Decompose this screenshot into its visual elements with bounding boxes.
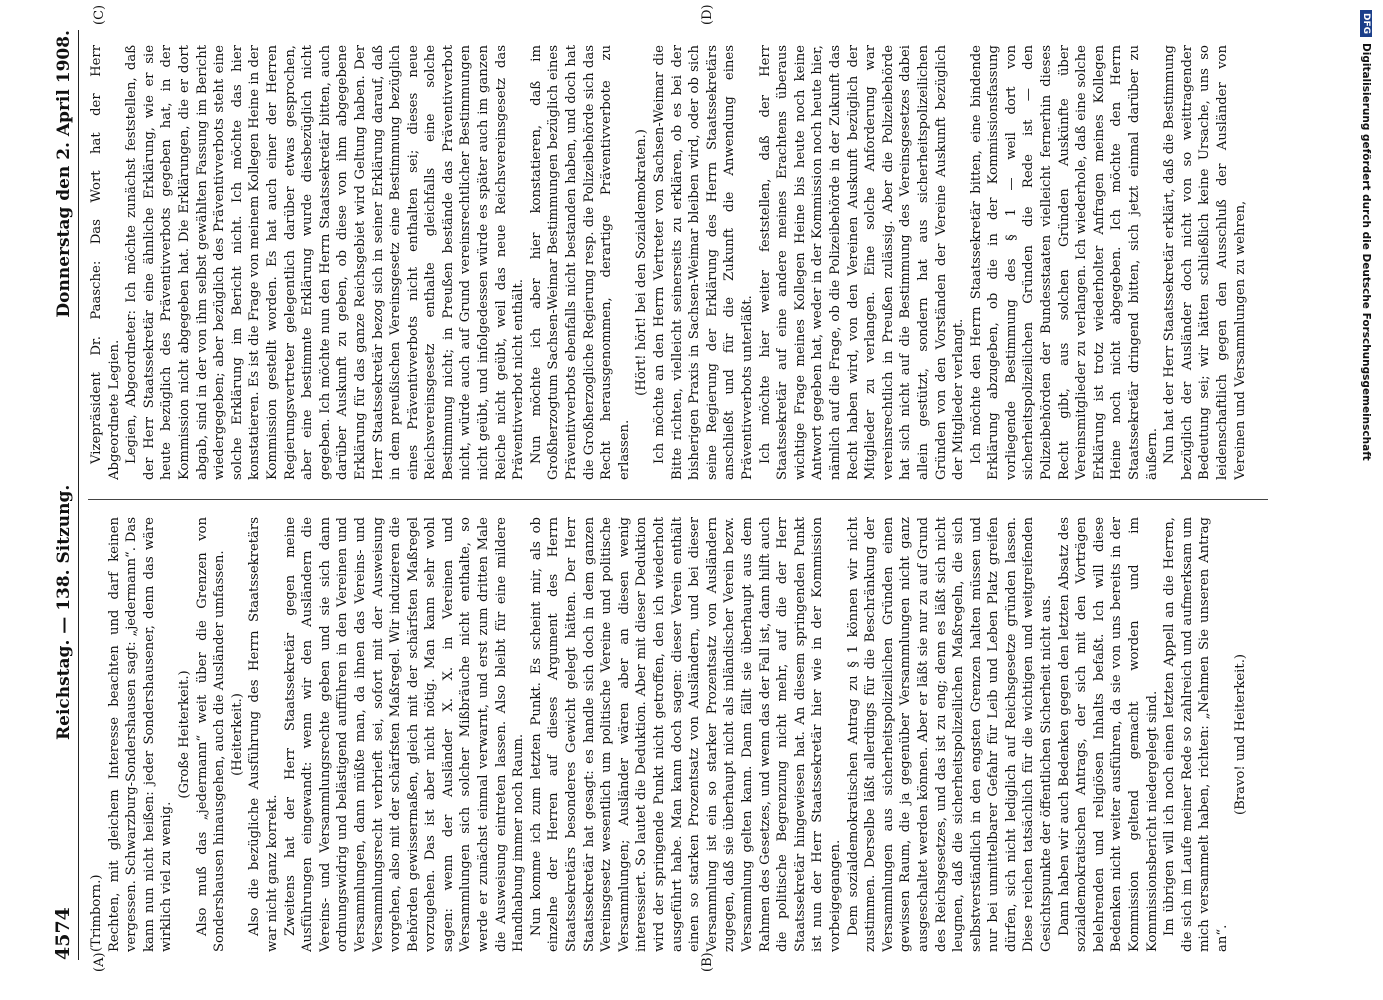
paragraph: Ich möchte an den Herrn Vertreter von Sachsen-Weimar die Bitte richten, vielleicht seinerseits zu erklären, ob es bei der bisherigen Praxis in Sachsen-Weimar bleiben wird, oder ob sich seine Regierung der Erklärung des Herrn Staatssekretärs anschließt und für die Zukunft die Anwendung eines Präventivverbots unterläßt. <box>652 45 755 480</box>
interjection: (Große Heiterkeit.) <box>176 670 192 799</box>
paragraph: Also die bezügliche Ausführung des Herrn Staatssekretärs war nicht ganz korrekt. <box>247 517 280 952</box>
margin-marker-b: (B) <box>700 952 715 972</box>
paragraph: Also muß das „jedermann“ weit über die Grenzen von Sondershausen hinausgehen, auch die Ausländer umfassen. <box>194 517 228 952</box>
dfg-logo: DFG <box>1360 10 1372 37</box>
paragraph: Nun möchte ich aber hier konstatieren, daß im Großherzogtum Sachsen-Weimar Bestimmungen bezüglich eines Präventivverbots ebenfalls nicht bestanden haben, und doch hat die Großherzogliche Regierung resp. die Polizeibehörde sich das Recht herausgenommen, derartige Präventivverbote zu erlassen. <box>528 45 632 480</box>
left-column <box>88 517 1268 952</box>
page-header <box>48 30 79 960</box>
right-column <box>88 45 1268 480</box>
paragraph: Legien, Abgeordneter: Ich möchte zunächst feststellen, daß der Herr Staatssekretär eine ähnliche Erklärung, wie er sie heute bezüglich des Präventivverbots gegeben hat, in der Kommission nicht abgegeben hat. Die Erklärungen, die er dort abgab, sind in der von ihm selbst gewählten Fassung im Bericht wiedergegeben; aber bezüglich des Präventivverbots steht eine solche Erklärung im Bericht nicht. Ich möchte das hier konstatieren. Es ist die Frage von meinem Kollegen Heine in der Kommission gestellt worden. Es hat auch einer der Herren Regierungsvertreter gelegentlich darüber etwas gesprochen, aber eine bestimmte Erklärung wurde diesbezüglich nicht gegeben. Ich möchte nun den Herrn Staatssekretär bitten, auch darüber Auskunft zu geben, ob diese von ihm abgegebene Erklärung für das ganze Reichsgebiet wird Geltung haben. Der Herr Staatssekretär bezog sich in seiner Erklärung darauf, daß in dem preußischen Vereinsgesetz eine Bestimmung bezüglich eines Präventivverbots nicht enthalten sei; dieses neue Reichsvereinsgesetz enthalte gleichfalls eine solche Bestimmung nicht; in Preußen bestände das Präventivverbot nicht, würde auch auf Grund vereinsrechtlicher Bestimmungen nicht geübt, und infolgedessen würde es später auch im ganzen Reiche nicht geübt, weil das neue Reichsvereinsgesetz das Präventivverbot nicht enthält. <box>124 45 527 480</box>
interjection: (Hört! hört! bei den Sozialdemokraten.) <box>634 129 650 396</box>
header-date: Donnerstag den 2. April 1908. <box>54 30 74 318</box>
page-number: 4574 <box>52 907 74 960</box>
speaker-tag: (Trimborn.) <box>89 874 104 952</box>
paragraph: Ich möchte den Herrn Staatssekretär bitten, eine bindende Erklärung abzugeben, ob die in der Kommissionsfassung vorliegende Bestimmung des § 1 — weil dort von sicherheitspolizeilichen Gründen die Rede ist — den Polizeibehörden der Bundesstaaten vielleicht fernerhin dieses Recht gibt, aus solchen Gründen Auskünfte über Vereinsmitglieder zu verlangen. Ich wiederhole, daß eine solche Erklärung ist trotz wiederholter Anfragen meines Kollegen Heine noch nicht abgegeben. Ich möchte den Herrn Staatssekretär dringend bitten, sich jetzt einmal darüber zu äußern. <box>968 45 1160 480</box>
session-number: — 138. Sitzung. <box>54 484 74 634</box>
margin-marker-d: (D) <box>700 4 715 25</box>
column-divider <box>88 499 1268 500</box>
interjection: (Heiterkeit.) <box>229 693 245 776</box>
parliament-name: Reichstag. <box>54 639 74 740</box>
paragraph: Zweitens hat der Herr Staatssekretär gegen meine Ausführungen eingewandt: wenn wir den Ausländern die Vereins- und Versammlungsrechte geben und sie sich dann ordnungswidrig und belästigend aufführen in den Vereinen und Versammlungen, dann müßte man, da ihnen das Vereins- und Versammlungsrecht verbrieft sei, sofort mit der Ausweisung vorgehen, also mit der schärfsten Maßregel. Wir induzieren die Behörden gewissermaßen, gleich mit der schärfsten Maßregel vorzugehen. Das ist aber nicht nötig. Man kann sehr wohl sagen: wenn der Ausländer X. X. in Vereinen und Versammlungen sich solcher Mißbräuche nicht enthalte, so werde er zunächst einmal verwarnt, und erst zum dritten Male die Ausweisung eintreten lassen. Also bleibt für eine mildere Handhabung immer noch Raum. <box>282 517 527 952</box>
margin-marker-c: (C) <box>92 4 107 25</box>
paragraph: Ich möchte hier weiter feststellen, daß der Herr Staatssekretär auf eine andere meines Erachtens überaus wichtige Frage meines Kollegen Heine bis heute noch keine Antwort gegeben hat, weder in der Kommission noch heute hier, nämlich auf die Frage, ob die Polizeibehörde in der Zukunft das Recht haben wird, von den Vereinen Auskunft bezüglich der Mitglieder zu verlangen. Eine solche Anforderung war vereinsrechtlich in Preußen zulässig. Aber die Polizeibehörde hat sich nicht auf die Bestimmung des Vereinsgesetzes dabei allein gestützt, sondern hat aus sicherheitspolizeilichen Gründen von den Vorständen der Vereine Auskunft bezüglich der Mitglieder verlangt. <box>757 45 967 480</box>
header-center <box>54 485 74 740</box>
paragraph: Im übrigen will ich noch einen letzten Appell an die Herren, die sich im Laufe meiner Rede so zahlreich und aufmerksam um mich versammelt haben, richten: „Nehmen Sie unseren Antrag an“. <box>1162 517 1230 952</box>
paragraph: Nun komme ich zum letzten Punkt. Es scheint mir, als ob einzelne der Herren auf dieses Argument des Herrn Staatssekretärs besonderes Gewicht gelegt hätten. Der Herr Staatssekretär hat gesagt: es handle sich doch in dem ganzen Vereinsgesetz wesentlich um politische Vereine und politische Versammlungen; Ausländer wären aber an diesen wenig interessiert. So lautet die Deduktion. Aber mit dieser Deduktion wird der springende Punkt nicht getroffen, den ich wiederholt ausgeführt habe. Man kann doch sagen: dieser Verein enthält einen so starken Prozentsatz von Ausländern, und bei dieser Versammlung ist ein so starker Prozentsatz von Ausländern zugegen, daß sie überhaupt nicht als inländischer Verein bezw. Versammlung gelten kann. Dann fällt sie überhaupt aus dem Rahmen des Gesetzes, und wenn das der Fall ist, dann hilft auch die politische Begrenzung nicht mehr, auf die der Herr Staatssekretär hingewiesen hat. An diesem springenden Punkt ist nun der Herr Staatssekretär hier wie in der Kommission vorbeigegangen. <box>528 517 843 952</box>
digitization-credit <box>1352 0 1380 1000</box>
paragraph: Nun hat der Herr Staatssekretär erklärt, daß die Bestimmung bezüglich der Ausländer doch nicht von so weittragender Bedeutung sei; wir hätten schließlich keine Ursache, uns so leidenschaftlich gegen den Ausschluß der Ausländer von Vereinen und Versammlungen zu wehren, <box>1162 45 1248 480</box>
margin-marker-a: (A) <box>92 952 107 972</box>
paragraph: Dem sozialdemokratischen Antrag zu § 1 können wir nicht zustimmen. Derselbe läßt allerdings für die Beschränkung der Versammlungen aus sicherheitspolizeilichen Gründen einen gewissen Raum, die ja gegenüber Versammlungen nicht ganz ausgeschaltet werden können. Aber er läßt sie nur zu auf Grund des Reichsgesetzes, und das ist zu eng; denn es läßt sich nicht leugnen, daß die sicherheitspolizeilichen Maßregeln, die sich selbstverständlich in den engsten Grenzen halten müssen und nur bei unmittelbarer Gefahr für Leib und Leben Platz greifen dürfen, sich nicht lediglich auf Reichsgesetze gründen lassen. Diese reichen tatsächlich für die wichtigen und weitgreifenden Gesichtspunkte der öffentlichen Sicherheit nicht aus. <box>845 517 1055 952</box>
credit-text: Digitalisierung gefördert durch die Deutsche Forschungsgemeinschaft <box>1360 43 1372 461</box>
interjection: (Bravo! und Heiterkeit.) <box>1232 653 1248 816</box>
paragraph: Rechten, mit gleichem Interesse beachten und darf keinen vergessen. Schwarzburg-Sondershausen sagt: „jedermann“. Das kann nun nicht heißen: jeder Sondershausener, denn das wäre wirklich viel zu wenig. <box>106 517 175 952</box>
paragraph: Dann haben wir auch Bedenken gegen den letzten Absatz des sozialdemokratischen Antrags, der sich mit den Vorträgen belehrenden und religiösen Inhalts befaßt. Ich will diese Bedenken nicht weiter ausführen, da sie von uns bereits in der Kommission geltend gemacht worden und im Kommissionsbericht niedergelegt sind. <box>1056 517 1160 952</box>
paragraph: Vizepräsident Dr. Paasche: Das Wort hat der Herr Abgeordnete Legien. <box>89 45 122 480</box>
